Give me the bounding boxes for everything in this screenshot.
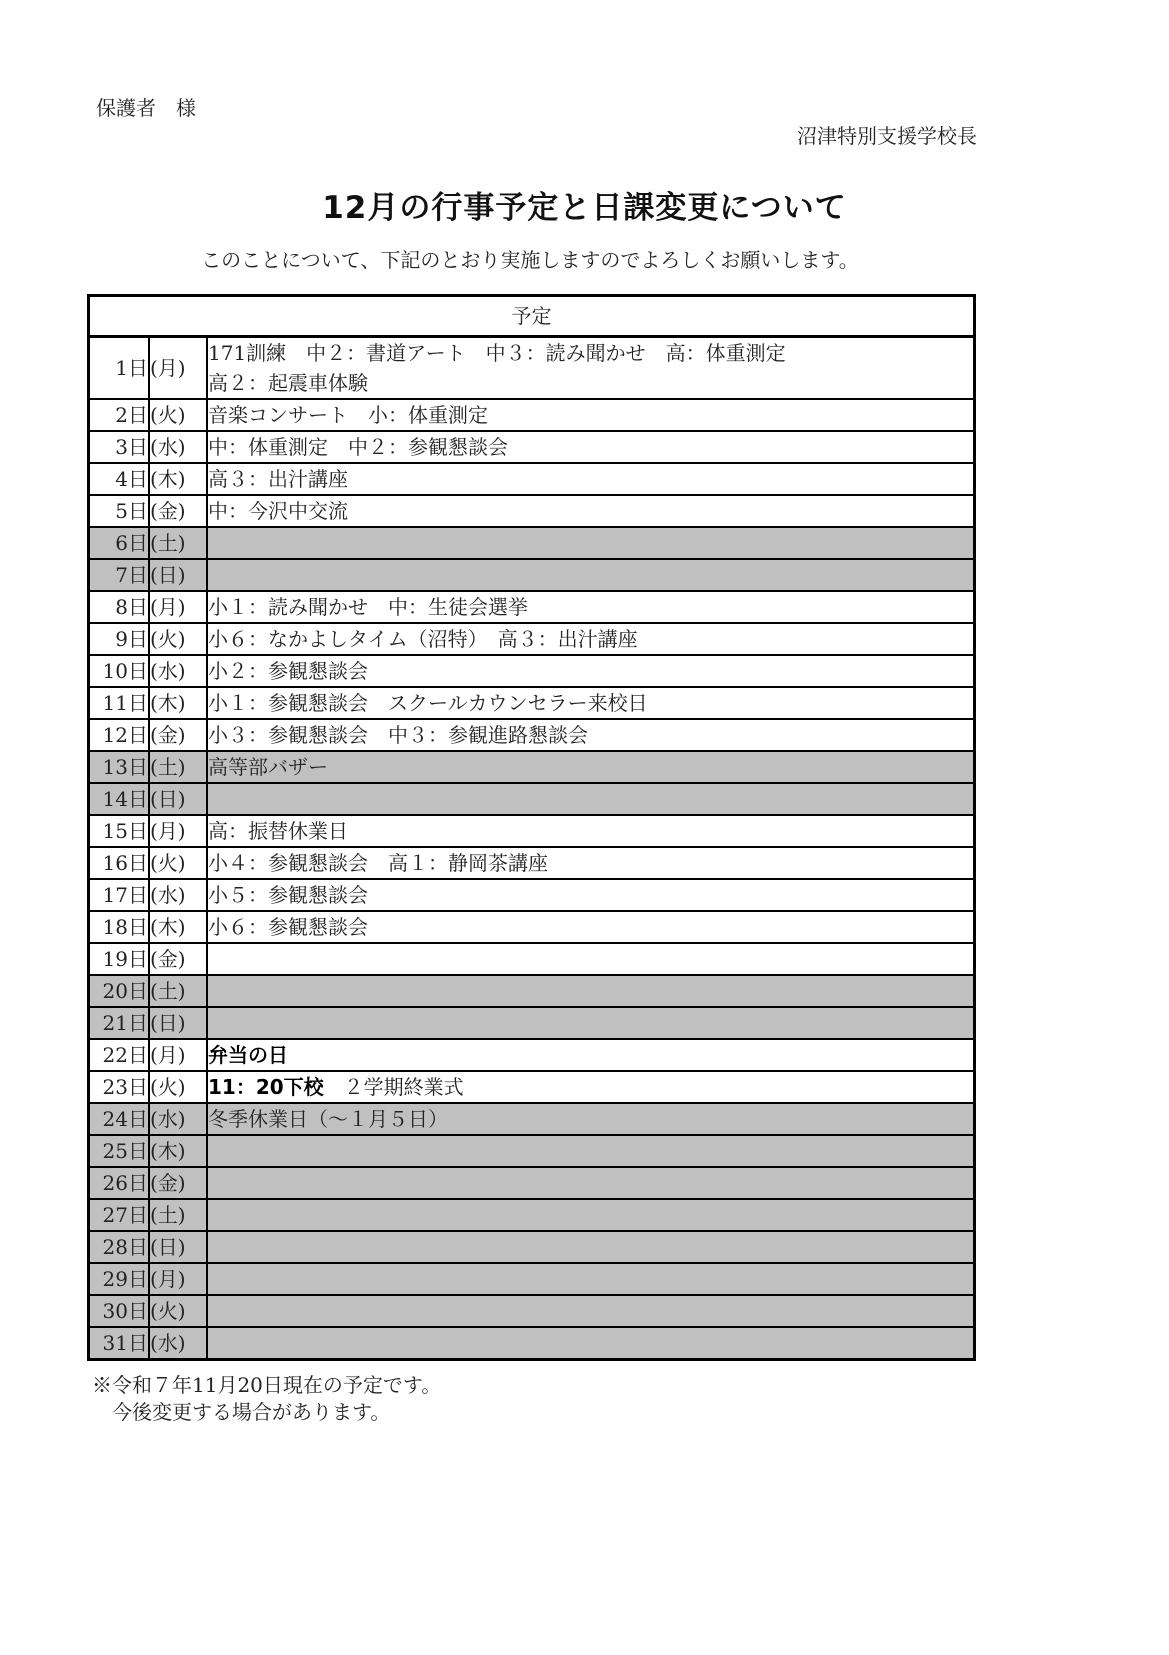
table-row: [89, 815, 975, 847]
table-row: [89, 975, 975, 1007]
table-row: [89, 1135, 975, 1167]
table-row: [89, 751, 975, 783]
weekday-cell: (火): [149, 847, 207, 879]
event-cell: [207, 463, 975, 495]
page-title: 12月の行事予定と日課変更について: [322, 190, 847, 226]
weekday-cell: (木): [149, 463, 207, 495]
event-cell: [207, 1007, 975, 1039]
event-cell: [207, 1199, 975, 1231]
event-text: 冬季休業日（～１月５日）: [208, 1107, 448, 1131]
event-cell: [207, 911, 975, 943]
event-cell: [207, 1103, 975, 1135]
event-cell: [207, 815, 975, 847]
table-row: [89, 1103, 975, 1135]
event-cell: [207, 1263, 975, 1295]
weekday-cell: (火): [149, 1295, 207, 1327]
event-cell: [207, 1327, 975, 1360]
table-row: [89, 399, 975, 431]
weekday-cell: (木): [149, 911, 207, 943]
table-row: [89, 847, 975, 879]
day-cell: 27日: [89, 1199, 150, 1231]
event-text: 小１：読み聞かせ 中：生徒会選挙: [208, 595, 528, 619]
day-cell: 10日: [89, 655, 150, 687]
table-row: [89, 431, 975, 463]
schedule-body: [89, 337, 975, 1360]
day-cell: 8日: [89, 591, 150, 623]
day-cell: 13日: [89, 751, 150, 783]
weekday-cell: (月): [149, 1039, 207, 1071]
event-emphasis: 弁当の日: [208, 1043, 288, 1067]
table-row: [89, 1071, 975, 1103]
event-cell: [207, 655, 975, 687]
table-row: [89, 1231, 975, 1263]
day-cell: 6日: [89, 527, 150, 559]
day-cell: 29日: [89, 1263, 150, 1295]
weekday-cell: (木): [149, 687, 207, 719]
table-row: [89, 911, 975, 943]
weekday-cell: (月): [149, 815, 207, 847]
day-cell: 21日: [89, 1007, 150, 1039]
event-cell: [207, 847, 975, 879]
event-text: 中：今沢中交流: [208, 499, 348, 523]
day-cell: 22日: [89, 1039, 150, 1071]
weekday-cell: (火): [149, 623, 207, 655]
day-cell: 28日: [89, 1231, 150, 1263]
table-row: [89, 527, 975, 559]
event-cell: [207, 975, 975, 1007]
sender: 沼津特別支援学校長: [797, 124, 977, 148]
event-cell: [207, 719, 975, 751]
day-cell: 12日: [89, 719, 150, 751]
event-text: 小５：参観懇談会: [208, 883, 368, 907]
day-cell: 18日: [89, 911, 150, 943]
weekday-cell: (日): [149, 559, 207, 591]
weekday-cell: (土): [149, 975, 207, 1007]
day-cell: 31日: [89, 1327, 150, 1360]
day-cell: 17日: [89, 879, 150, 911]
table-row: [89, 1039, 975, 1071]
event-emphasis: 11：20下校: [208, 1075, 324, 1099]
event-text: 小６：参観懇談会: [208, 915, 368, 939]
weekday-cell: (日): [149, 1231, 207, 1263]
table-row: [89, 783, 975, 815]
table-row: [89, 879, 975, 911]
weekday-cell: (土): [149, 751, 207, 783]
event-text: ２学期終業式: [323, 1075, 464, 1099]
table-row: [89, 1263, 975, 1295]
event-cell: [207, 337, 975, 400]
table-row: [89, 1007, 975, 1039]
weekday-cell: (金): [149, 943, 207, 975]
table-header-row: [89, 296, 975, 337]
weekday-cell: (土): [149, 1199, 207, 1231]
weekday-cell: (火): [149, 1071, 207, 1103]
table-header: 予定: [89, 296, 975, 337]
table-row: [89, 559, 975, 591]
table-row: [89, 1295, 975, 1327]
event-text: 171訓練 中２：書道アート 中３：読み聞かせ 高：体重測定: [208, 341, 786, 365]
day-cell: 16日: [89, 847, 150, 879]
event-cell: [207, 1135, 975, 1167]
weekday-cell: (木): [149, 1135, 207, 1167]
table-row: [89, 719, 975, 751]
day-cell: 20日: [89, 975, 150, 1007]
day-cell: 9日: [89, 623, 150, 655]
weekday-cell: (水): [149, 1103, 207, 1135]
day-cell: 24日: [89, 1103, 150, 1135]
day-cell: 30日: [89, 1295, 150, 1327]
event-text: 小１：参観懇談会 スクールカウンセラー来校日: [208, 691, 648, 715]
day-cell: 1日: [89, 337, 150, 400]
event-text-line-2: 高２：起震車体験: [208, 371, 368, 395]
event-cell: [207, 591, 975, 623]
weekday-cell: (月): [149, 1263, 207, 1295]
event-text: 小２：参観懇談会: [208, 659, 368, 683]
event-cell: [207, 1167, 975, 1199]
footnote: [92, 1372, 441, 1426]
event-cell: [207, 783, 975, 815]
table-row: [89, 591, 975, 623]
day-cell: 7日: [89, 559, 150, 591]
event-text: 音楽コンサート 小：体重測定: [208, 403, 488, 427]
event-cell: [207, 431, 975, 463]
weekday-cell: (日): [149, 1007, 207, 1039]
event-cell: [207, 1231, 975, 1263]
weekday-cell: (火): [149, 399, 207, 431]
table-row: [89, 623, 975, 655]
event-cell: [207, 751, 975, 783]
table-row: [89, 943, 975, 975]
event-text: 高３：出汁講座: [208, 467, 348, 491]
weekday-cell: (日): [149, 783, 207, 815]
weekday-cell: (月): [149, 591, 207, 623]
event-cell: [207, 1039, 975, 1071]
event-text: 高：振替休業日: [208, 819, 348, 843]
event-text: 小４：参観懇談会 高１：静岡茶講座: [208, 851, 548, 875]
day-cell: 11日: [89, 687, 150, 719]
footnote-line-2: 今後変更する場合があります。: [92, 1400, 391, 1424]
event-cell: [207, 623, 975, 655]
table-row: [89, 1199, 975, 1231]
weekday-cell: (月): [149, 337, 207, 400]
table-row: [89, 1167, 975, 1199]
weekday-cell: (金): [149, 719, 207, 751]
day-cell: 19日: [89, 943, 150, 975]
table-row: [89, 337, 975, 400]
table-row: [89, 1327, 975, 1360]
event-cell: [207, 495, 975, 527]
schedule-table: [87, 294, 976, 1361]
event-cell: [207, 687, 975, 719]
footnote-line-1: ※令和７年11月20日現在の予定です。: [92, 1373, 442, 1397]
day-cell: 25日: [89, 1135, 150, 1167]
weekday-cell: (金): [149, 495, 207, 527]
event-cell: [207, 879, 975, 911]
event-text: 中：体重測定 中２：参観懇談会: [208, 435, 508, 459]
day-cell: 3日: [89, 431, 150, 463]
weekday-cell: (水): [149, 1327, 207, 1360]
weekday-cell: (水): [149, 655, 207, 687]
event-cell: [207, 1071, 975, 1103]
intro-text: このことについて、下記のとおり実施しますのでよろしくお願いします。: [201, 248, 859, 272]
event-cell: [207, 943, 975, 975]
event-cell: [207, 1295, 975, 1327]
weekday-cell: (土): [149, 527, 207, 559]
event-text: 小３：参観懇談会 中３：参観進路懇談会: [208, 723, 588, 747]
table-row: [89, 687, 975, 719]
day-cell: 5日: [89, 495, 150, 527]
table-row: [89, 655, 975, 687]
table-row: [89, 463, 975, 495]
weekday-cell: (金): [149, 1167, 207, 1199]
event-cell: [207, 399, 975, 431]
event-cell: [207, 527, 975, 559]
addressee: 保護者 様: [96, 96, 196, 120]
day-cell: 26日: [89, 1167, 150, 1199]
weekday-cell: (水): [149, 431, 207, 463]
weekday-cell: (水): [149, 879, 207, 911]
day-cell: 4日: [89, 463, 150, 495]
event-text: 高等部バザー: [208, 755, 328, 779]
day-cell: 15日: [89, 815, 150, 847]
table-row: [89, 495, 975, 527]
day-cell: 2日: [89, 399, 150, 431]
day-cell: 14日: [89, 783, 150, 815]
event-text: 小６：なかよしタイム（沼特） 高３：出汁講座: [208, 627, 638, 651]
event-cell: [207, 559, 975, 591]
day-cell: 23日: [89, 1071, 150, 1103]
